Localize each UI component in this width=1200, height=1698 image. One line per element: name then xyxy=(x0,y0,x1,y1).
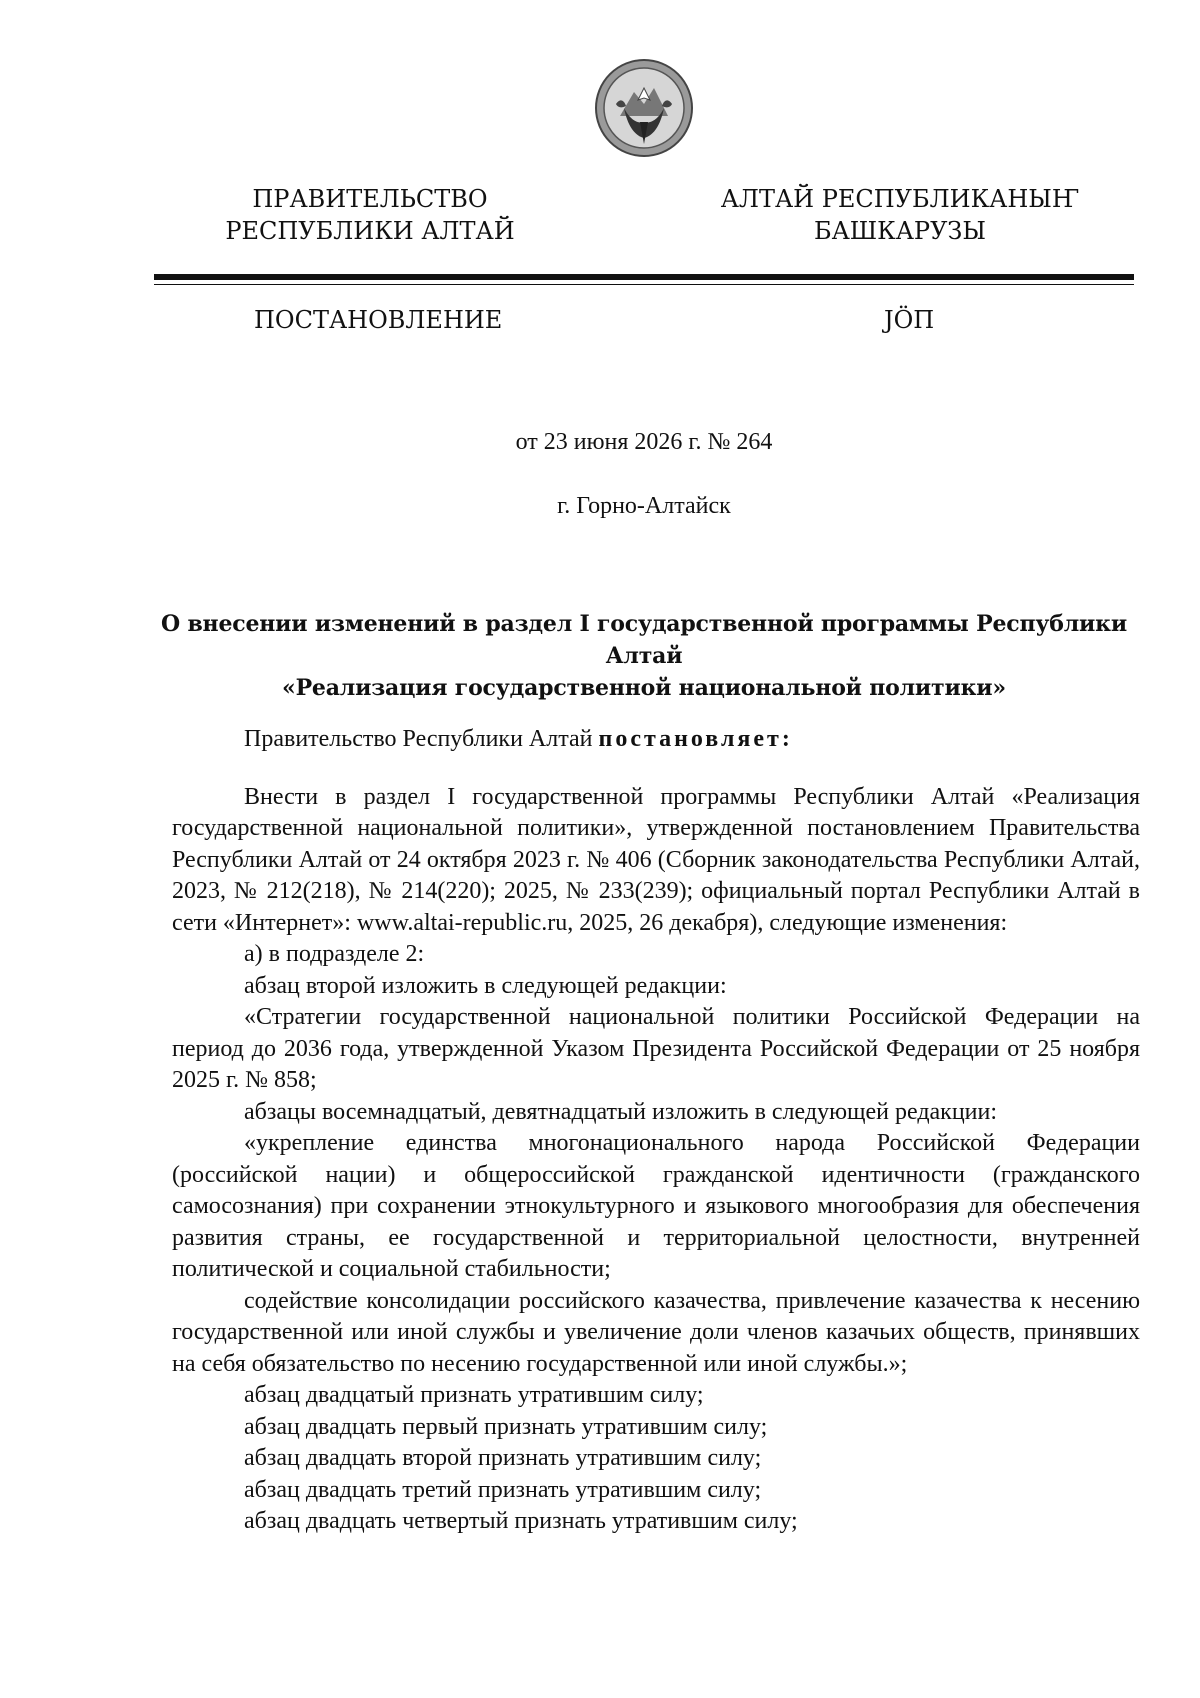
document-title-line1: О внесении изменений в раздел I государственной программы Республики Алтай xyxy=(161,611,1127,669)
body-paragraph: абзац двадцать третий признать утратившим силу; xyxy=(244,1476,762,1503)
body-paragraph: абзац двадцать второй признать утратившим силу; xyxy=(244,1445,762,1471)
header-right-line1: АЛТАЙ РЕСПУБЛИКАНЫҤ xyxy=(720,185,1080,213)
body-paragraph: абзацы восемнадцатый, девятнадцатый изложить в следующей редакции: xyxy=(244,1098,998,1125)
body-paragraph: абзац второй изложить в следующей редакции: xyxy=(244,972,727,999)
header-left-line2: РЕСПУБЛИКИ АЛТАЙ xyxy=(225,217,515,245)
header-right-line2: БАШКАРУЗЫ xyxy=(813,217,986,245)
document-body xyxy=(172,724,1140,1538)
header-divider-thick xyxy=(154,274,1134,280)
body-paragraph: «укрепление единства многонационального народа Российской Федерации (российской нации) и общероссийской гражданской идентичности (гражданского самосознания) при сохранении этнокультурного и языкового многообразия для обеспечения развития страны, ее государственной и территориальной целостности, внутренней политической и социальной стабильности; xyxy=(172,1130,1140,1282)
body-paragraph: а) в подразделе 2: xyxy=(244,941,425,967)
coat-of-arms-emblem xyxy=(594,58,694,158)
body-paragraph: «Стратегии государственной национальной политики Российской Федерации на период до 2036 года, утвержденной Указом Президента Российской Федерации от 25 ноября 2025 г. № 858; xyxy=(172,1004,1140,1093)
document-date-number: от 23 июня 2026 г. № 264 xyxy=(515,429,773,455)
preamble-emphasis: постановляет: xyxy=(598,726,793,752)
doc-type-russian: ПОСТАНОВЛЕНИЕ xyxy=(254,306,503,334)
doc-type-altai: ЈӦП xyxy=(884,306,935,334)
body-paragraph: Внести в раздел I государственной программы Республики Алтай «Реализация государственной национальной политики», утвержденной постановлением Правительства Республики Алтай от 24 октября 2023 г. № 406 (Сборник законодательства Республики Алтай, 2023, № 212(218), № 214(220); 2025, № 233(239); официальный портал Республики Алтай в сети «Интернет»: www.altai-republic.ru, 2025, 26 декабря), следующие изменения: xyxy=(172,783,1140,936)
header-left-line1: ПРАВИТЕЛЬСТВО xyxy=(252,185,488,213)
preamble-text: Правительство Республики Алтай xyxy=(244,726,599,752)
body-paragraph: абзац двадцать четвертый признать утратившим силу; xyxy=(244,1508,798,1534)
document-title-line2: «Реализация государственной национальной политики» xyxy=(282,675,1006,701)
header-issuer-russian xyxy=(220,183,520,247)
body-paragraph: абзац двадцать первый признать утратившим силу; xyxy=(244,1413,768,1440)
document-city: г. Горно-Алтайск xyxy=(557,493,731,519)
body-paragraph: содействие консолидации российского казачества, привлечение казачества к несению государственной или иной службы и увеличение доли членов казачьих обществ, принявших на себя обязательство по несению государственной или иной службы.»; xyxy=(172,1287,1140,1377)
preamble xyxy=(172,724,1140,756)
body-paragraph: абзац двадцатый признать утратившим силу; xyxy=(244,1382,704,1408)
header-divider-thin xyxy=(154,284,1134,285)
document-title xyxy=(154,608,1134,704)
header-issuer-altai xyxy=(720,183,1080,247)
